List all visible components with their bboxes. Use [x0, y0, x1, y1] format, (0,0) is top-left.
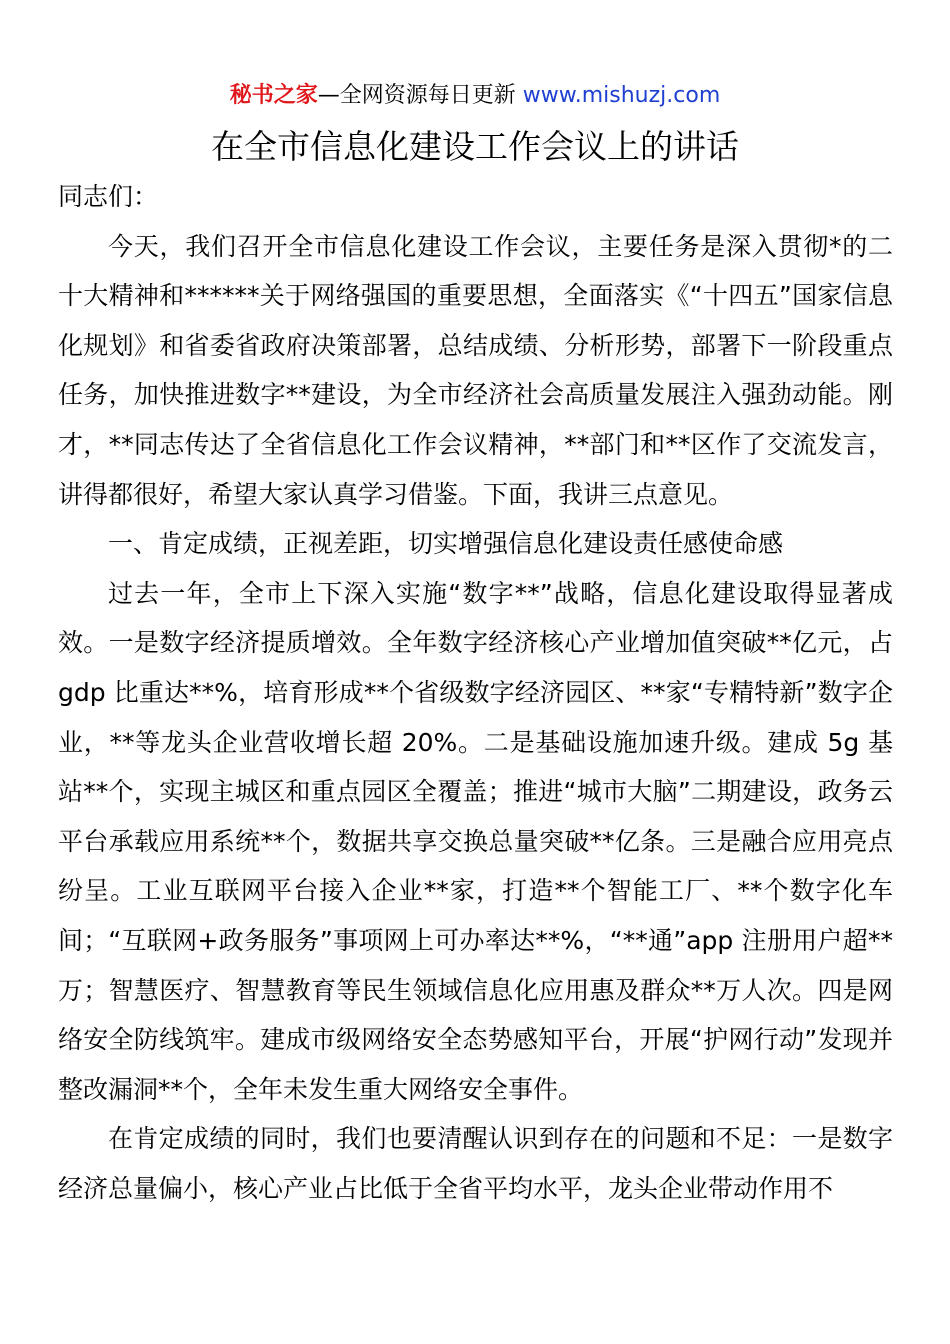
salutation: 同志们：: [58, 182, 159, 211]
brand-name: 秘书之家: [229, 83, 318, 108]
site-header: [0, 80, 950, 112]
paragraph-problems: 在肯定成绩的同时，我们也要清醒认识到存在的问题和不足：一是数字经济总量偏小，核心产业占比低于全省平均水平，龙头企业带动作用不: [58, 1124, 893, 1203]
document-body: [58, 172, 893, 1213]
site-url-link[interactable]: www.mishuzj.com: [522, 83, 721, 108]
header-tagline: —全网资源每日更新: [317, 83, 523, 108]
paragraph-achievements: 过去一年，全市上下深入实施“数字**”战略，信息化建设取得显著成效。一是数字经济提质增效。全年数字经济核心产业增加值突破**亿元，占 gdp 比重达**%，培育形成**个省级数字经济园区、**家“专精特新”数字企业，**等龙头企业营收增长超 20%。二是基础设施加速升级。建成 5g 基站**个，实现主城区和重点园区全覆盖；推进“城市大脑”二期建设，政务云平台承载应用系统**个，数据共享交换总量突破**亿条。三是融合应用亮点纷呈。工业互联网平台接入企业**家，打造**个智能工厂、**个数字化车间；“互联网+政务服务”事项网上可办率达**%，“**通”app 注册用户超**万；智慧医疗、智慧教育等民生领域信息化应用惠及群众**万人次。四是网络安全防线筑牢。建成市级网络安全态势感知平台，开展“护网行动”发现并整改漏洞**个，全年未发生重大网络安全事件。: [58, 578, 893, 1104]
section-heading-1: 一、肯定成绩，正视差距，切实增强信息化建设责任感使命感: [108, 529, 784, 559]
document-title: 在全市信息化建设工作会议上的讲话: [211, 127, 739, 166]
paragraph-intro: 今天，我们召开全市信息化建设工作会议，主要任务是深入贯彻*的二十大精神和******关于网络强国的重要思想，全面落实《“十四五”国家信息化规划》和省委省政府决策部署，总结成绩、分析形势，部署下一阶段重点任务，加快推进数字**建设，为全市经济社会高质量发展注入强劲动能。刚才，**同志传达了全省信息化工作会议精神，**部门和**区作了交流发言，讲得都很好，希望大家认真学习借鉴。下面，我讲三点意见。: [58, 231, 893, 509]
